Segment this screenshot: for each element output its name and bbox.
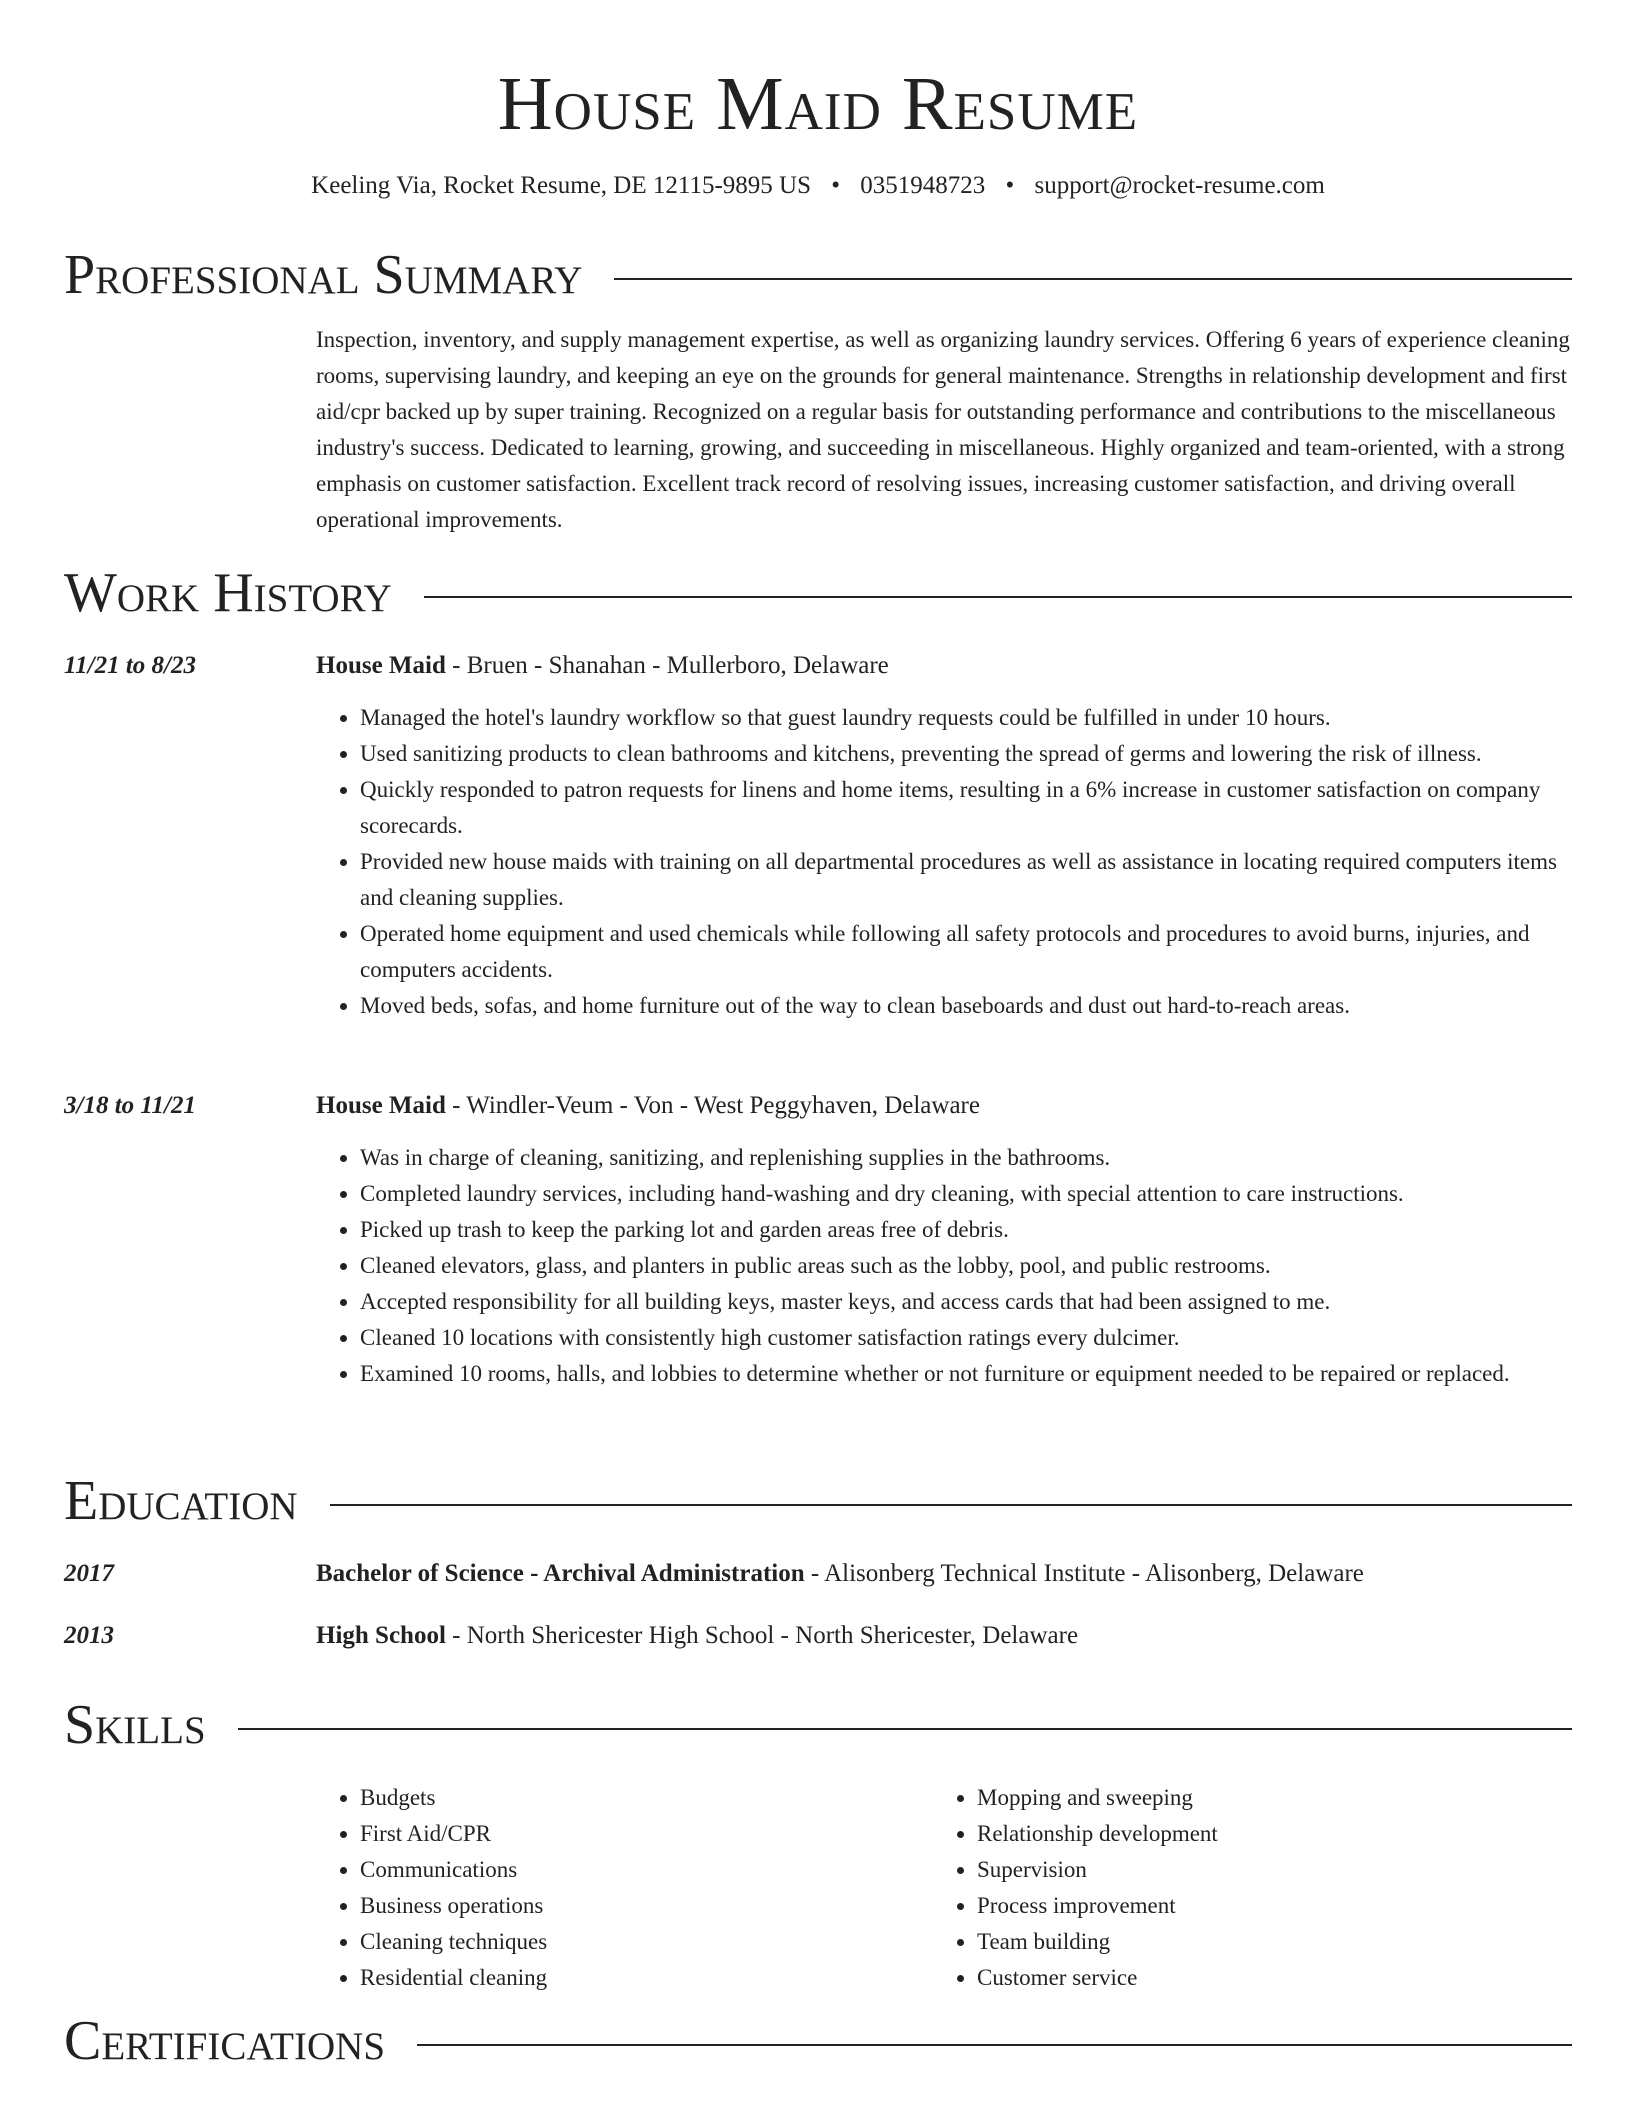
section-skills-title: Skills [64,1694,206,1756]
job-bullet: • Examined 10 rooms, halls, and lobbies to determine whether or not furniture or equipment needed to be repaired or replaced. [360,1356,1572,1392]
section-skills-header [64,1680,1572,1770]
education-heading [316,1556,1572,1592]
skill-item: • Business operations [360,1888,933,1924]
skill-item: • Relationship development [977,1816,1550,1852]
skill-item: • Cleaning techniques [360,1924,933,1960]
section-work-title: Work History [64,562,392,624]
skill-item: • Team building [977,1924,1550,1960]
contact-email: support@rocket-resume.com [1034,172,1325,199]
job-title: House Maid [316,1092,446,1119]
job-bullet: • Completed laundry services, including hand-washing and dry cleaning, with special attention to care instructions. [360,1176,1572,1212]
job-body [316,1088,1572,1456]
skill-item: • First Aid/CPR [360,1816,933,1852]
job-body [316,648,1572,1088]
job-bullet: • Used sanitizing products to clean bathrooms and kitchens, preventing the spread of germs and lowering the risk of illness. [360,736,1572,772]
education-school: - Alisonberg Technical Institute - Alisonberg, Delaware [804,1560,1364,1587]
section-divider [424,596,1572,598]
job-entry [64,638,1572,1088]
section-divider [417,2044,1572,2046]
job-dates: 11/21 to 8/23 [64,652,196,679]
skill-item: • Customer service [977,1960,1550,1996]
job-heading [316,1088,1572,1124]
summary-text: Inspection, inventory, and supply management expertise, as well as organizing laundry services. Offering 6 years of experience cleaning rooms, supervising laundry, and keeping an eye on the grounds for general maintenance. Strengths in relationship development and first aid/cpr backed up by super training. Recognized on a regular basis for outstanding performance and contributions to the miscellaneous industry's success. Dedicated to learning, growing, and succeeding in miscellaneous. Highly organized and team-oriented, with a strong emphasis on customer satisfaction. Excellent track record of resolving issues, increasing customer satisfaction, and driving overall operational improvements. [316,327,1570,532]
job-bullet: • Cleaned elevators, glass, and planters in public areas such as the lobby, pool, and public restrooms. [360,1248,1572,1284]
education-entry [64,1546,1572,1618]
job-entry [64,1088,1572,1456]
education-school: - North Shericester High School - North Shericester, Delaware [445,1622,1079,1649]
section-certifications-title: Certifications [64,2010,386,2072]
job-bullet: • Accepted responsibility for all building keys, master keys, and access cards that had been assigned to me. [360,1284,1572,1320]
skill-item: • Budgets [360,1780,933,1816]
job-bullet: • Was in charge of cleaning, sanitizing, and replenishing supplies in the bathrooms. [360,1140,1572,1176]
job-employer: - Windler-Veum - Von - West Peggyhaven, Delaware [445,1092,980,1119]
education-year: 2017 [64,1560,114,1587]
skill-item: • Residential cleaning [360,1960,933,1996]
section-certifications-header [64,1996,1572,2086]
section-divider [614,278,1572,280]
job-bullet: • Quickly responded to patron requests for linens and home items, resulting in a 6% increase in customer satisfaction on company scorecards. [360,772,1572,844]
contact-line [64,148,1572,230]
job-bullets [316,700,1572,1024]
job-bullet: • Cleaned 10 locations with consistently high customer satisfaction ratings every dulcimer. [360,1320,1572,1356]
section-divider [238,1728,1572,1730]
section-education-header [64,1456,1572,1546]
contact-phone: 0351948723 [860,172,986,199]
job-bullets [316,1140,1572,1392]
skill-item: • Communications [360,1852,933,1888]
education-body [316,1556,1572,1618]
skills-grid [316,1770,1572,1996]
job-bullet: • Operated home equipment and used chemicals while following all safety protocols and procedures to avoid burns, injuries, and computers accidents. [360,916,1572,988]
skill-item: • Supervision [977,1852,1550,1888]
skill-item: • Mopping and sweeping [977,1780,1550,1816]
contact-separator: • [1005,172,1015,199]
education-year: 2013 [64,1622,114,1649]
job-employer: - Bruen - Shanahan - Mullerboro, Delaware [445,652,889,679]
education-heading [316,1618,1572,1654]
education-body [316,1618,1572,1680]
contact-separator: • [831,172,841,199]
job-title: House Maid [316,652,446,679]
section-summary-header [64,230,1572,320]
education-degree: Bachelor of Science - Archival Administration [316,1560,805,1587]
section-education-title: Education [64,1470,298,1532]
job-dates: 3/18 to 11/21 [64,1092,196,1119]
resume-title: House Maid Resume [497,62,1139,146]
job-bullet: • Provided new house maids with training on all departmental procedures as well as assistance in locating required computers items and cleaning supplies. [360,844,1572,916]
skill-item: • Process improvement [977,1888,1550,1924]
job-heading [316,648,1572,684]
job-bullet: • Moved beds, sofas, and home furniture out of the way to clean baseboards and dust out hard-to-reach areas. [360,988,1572,1024]
skills-column-right [933,1780,1550,1996]
contact-address: Keeling Via, Rocket Resume, DE 12115-9895 US [311,172,811,199]
section-work-header [64,548,1572,638]
education-entry [64,1618,1572,1680]
section-summary-title: Professional Summary [64,244,583,306]
skills-column-left [316,1780,933,1996]
job-bullet: • Picked up trash to keep the parking lot and garden areas free of debris. [360,1212,1572,1248]
section-divider [330,1504,1572,1506]
education-degree: High School [316,1622,446,1649]
job-bullet: • Managed the hotel's laundry workflow so that guest laundry requests could be fulfilled in under 10 hours. [360,700,1572,736]
